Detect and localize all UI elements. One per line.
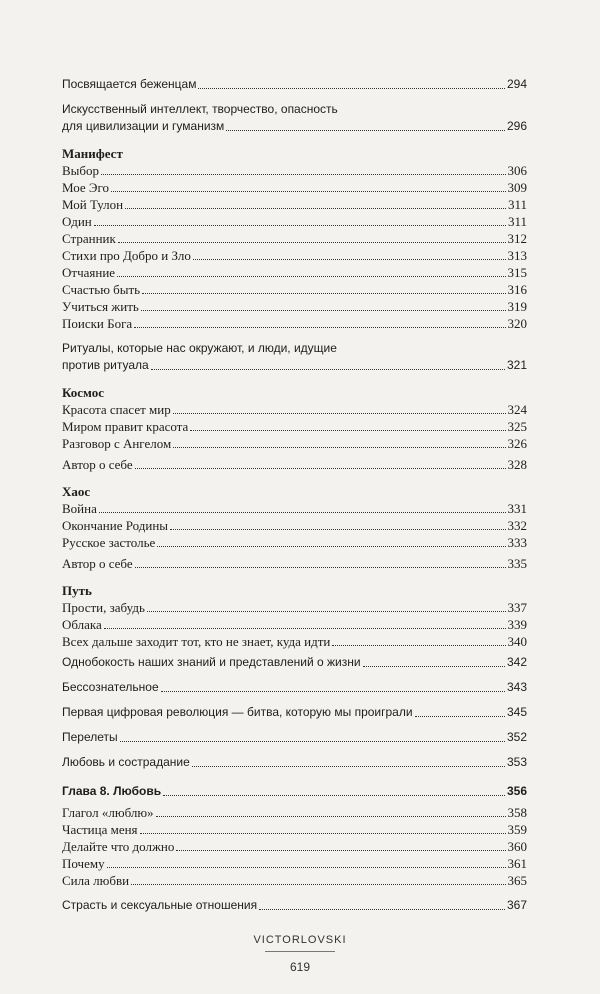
toc-entry <box>62 213 527 230</box>
toc-entry-page: 340 <box>507 634 527 649</box>
toc-entry <box>62 838 527 855</box>
toc-entry-page: 294 <box>506 77 527 91</box>
toc-entry-title: Поиски Бога <box>62 316 133 331</box>
toc-entry-title: Прости, забудь <box>62 600 145 615</box>
leader-dots <box>226 130 505 131</box>
toc-entry-page: 332 <box>507 518 527 533</box>
toc-entry-page: 358 <box>507 805 527 820</box>
toc-entry <box>62 340 527 374</box>
toc-entry-page: 326 <box>507 436 527 451</box>
leader-dots <box>170 529 505 530</box>
toc-entry-title: Частица меня <box>62 822 138 837</box>
toc-entry <box>62 247 527 264</box>
toc-entry-page: 312 <box>507 231 527 246</box>
toc-entry-page: 339 <box>507 617 527 632</box>
toc-entry-title: Красота спасет мир <box>62 402 171 417</box>
toc-entry-title: Почему <box>62 856 105 871</box>
leader-dots <box>131 884 505 885</box>
toc-entry-page: 311 <box>507 197 527 212</box>
toc-entry <box>62 897 527 914</box>
leader-dots <box>134 327 505 328</box>
toc-entry-page: 328 <box>507 457 527 472</box>
chapter-page: 356 <box>506 784 527 798</box>
toc-entry <box>62 616 527 633</box>
leader-dots <box>135 567 506 568</box>
toc-entry <box>62 179 527 196</box>
footer-divider <box>265 951 335 952</box>
toc-entry-page: 335 <box>507 556 527 571</box>
toc-entry <box>62 230 527 247</box>
chapter-entry <box>62 783 527 800</box>
leader-dots <box>176 850 505 851</box>
toc-entry-page: 342 <box>506 655 527 669</box>
toc-entry-title: Делайте что должно <box>62 839 175 854</box>
leader-dots <box>259 909 505 910</box>
leader-dots <box>173 413 506 414</box>
toc-entry <box>62 855 527 872</box>
toc-entry-page: 359 <box>507 822 527 837</box>
publisher-logo: VICTORLOVSKI <box>253 934 347 946</box>
toc-entry <box>62 298 527 315</box>
toc-entry-page: 345 <box>506 705 527 719</box>
toc-entry <box>62 264 527 281</box>
toc-entry-page: 313 <box>507 248 527 263</box>
toc-entry-title: Война <box>62 501 97 516</box>
toc-entry-page: 315 <box>507 265 527 280</box>
toc-entry <box>62 435 527 452</box>
leader-dots <box>140 833 506 834</box>
toc-entry <box>62 754 527 771</box>
table-of-contents <box>62 76 527 914</box>
toc-entry-page: 319 <box>507 299 527 314</box>
toc-entry-page: 316 <box>507 282 527 297</box>
toc-entry <box>62 633 527 650</box>
leader-dots <box>156 816 506 817</box>
toc-entry-title: Мой Тулон <box>62 197 124 212</box>
leader-dots <box>198 88 505 89</box>
toc-entry-page: 365 <box>507 873 527 888</box>
leader-dots <box>173 447 505 448</box>
toc-entry <box>62 704 527 721</box>
toc-entry-page: 311 <box>507 214 527 229</box>
toc-entry-page: 320 <box>507 316 527 331</box>
toc-entry-title-line1: Ритуалы, которые нас окружают, и люди, идущие <box>62 341 337 355</box>
toc-entry-title: Страсть и сексуальные отношения <box>62 898 258 912</box>
leader-dots <box>125 208 506 209</box>
leader-dots <box>111 191 505 192</box>
toc-entry-title: Однобокость наших знаний и представлений о жизни <box>62 655 361 669</box>
toc-entry-title: Стихи про Добро и Зло <box>62 248 191 263</box>
toc-entry <box>62 162 527 179</box>
toc-entry-title: Странник <box>62 231 116 246</box>
toc-entry <box>62 315 527 332</box>
toc-entry <box>62 196 527 213</box>
toc-entry-title: Перелеты <box>62 730 118 744</box>
toc-entry <box>62 599 527 616</box>
toc-entry-page: 321 <box>506 358 527 372</box>
leader-dots <box>142 293 505 294</box>
toc-entry-page: 360 <box>507 839 527 854</box>
leader-dots <box>192 766 505 767</box>
toc-entry-page: 353 <box>506 755 527 769</box>
leader-dots <box>107 867 506 868</box>
toc-entry-title: Учиться жить <box>62 299 139 314</box>
toc-entry <box>62 534 527 551</box>
toc-entry-page: 325 <box>507 419 527 434</box>
toc-entry <box>62 418 527 435</box>
toc-entry-title: Счастью быть <box>62 282 141 297</box>
toc-entry <box>62 729 527 746</box>
toc-entry-title: Автор о себе <box>62 457 133 472</box>
leader-dots <box>135 468 506 469</box>
leader-dots <box>117 276 505 277</box>
leader-dots <box>190 430 505 431</box>
toc-entry-page: 324 <box>507 402 527 417</box>
toc-entry <box>62 456 527 473</box>
toc-entry-title: Облака <box>62 617 102 632</box>
toc-entry <box>62 281 527 298</box>
toc-entry <box>62 76 527 93</box>
leader-dots <box>104 628 506 629</box>
toc-entry-title: Выбор <box>62 163 100 178</box>
toc-entry-title: Бессознательное <box>62 680 159 694</box>
toc-entry-title: Разговор с Ангелом <box>62 436 172 451</box>
toc-entry <box>62 401 527 418</box>
leader-dots <box>101 174 505 175</box>
toc-entry-title: Окончание Родины <box>62 518 169 533</box>
section-heading-kosmos: Космос <box>62 385 105 400</box>
toc-entry <box>62 679 527 696</box>
toc-entry-title-line1: Искусственный интеллект, творчество, опасность <box>62 102 338 116</box>
leader-dots <box>415 716 505 717</box>
leader-dots <box>118 242 506 243</box>
toc-entry-page: 296 <box>506 119 527 133</box>
leader-dots <box>163 795 505 796</box>
leader-dots <box>363 666 505 667</box>
manifest-list <box>62 162 527 332</box>
toc-entry-page: 306 <box>507 163 527 178</box>
toc-entry <box>62 555 527 572</box>
toc-entry-title: Автор о себе <box>62 556 133 571</box>
toc-entry-page: 337 <box>507 600 527 615</box>
toc-entry <box>62 517 527 534</box>
toc-entry <box>62 821 527 838</box>
toc-entry-page: 333 <box>507 535 527 550</box>
toc-entry-title: Русское застолье <box>62 535 156 550</box>
toc-entry <box>62 654 527 671</box>
leader-dots <box>120 741 505 742</box>
toc-entry-title: Всех дальше заходит тот, кто не знает, куда идти <box>62 634 331 649</box>
page-number: 619 <box>289 960 311 974</box>
toc-entry <box>62 101 527 135</box>
leader-dots <box>94 225 506 226</box>
toc-entry-title-line2: против ритуала <box>62 358 149 372</box>
section-heading-put: Путь <box>62 583 92 598</box>
toc-entry-title: Один <box>62 214 92 229</box>
toc-entry-page: 331 <box>507 501 527 516</box>
toc-entry-title: Глагол «люблю» <box>62 805 154 820</box>
section-heading-manifest: Манифест <box>62 146 123 161</box>
leader-dots <box>147 611 506 612</box>
toc-entry <box>62 804 527 821</box>
toc-entry-title: Сила любви <box>62 873 130 888</box>
chapter-title: Глава 8. Любовь <box>62 784 162 798</box>
toc-entry-title-line2: для цивилизации и гуманизм <box>62 119 225 133</box>
toc-entry <box>62 500 527 517</box>
toc-entry-page: 309 <box>507 180 527 195</box>
toc-entry-title: Миром правит красота <box>62 419 189 434</box>
leader-dots <box>157 546 505 547</box>
toc-entry-page: 361 <box>507 856 527 871</box>
leader-dots <box>332 645 505 646</box>
section-heading-haos: Хаос <box>62 484 91 499</box>
leader-dots <box>141 310 506 311</box>
leader-dots <box>151 369 505 370</box>
leader-dots <box>99 512 506 513</box>
leader-dots <box>193 259 506 260</box>
toc-entry <box>62 872 527 889</box>
toc-entry-title: Отчаяние <box>62 265 116 280</box>
toc-entry-page: 367 <box>506 898 527 912</box>
toc-entry-title: Мое Эго <box>62 180 110 195</box>
toc-entry-title: Первая цифровая революция — битва, которую мы проиграли <box>62 705 413 719</box>
toc-entry-page: 343 <box>506 680 527 694</box>
toc-entry-title: Посвящается беженцам <box>62 77 197 91</box>
toc-entry-page: 352 <box>506 730 527 744</box>
leader-dots <box>161 691 505 692</box>
toc-entry-title: Любовь и сострадание <box>62 755 190 769</box>
